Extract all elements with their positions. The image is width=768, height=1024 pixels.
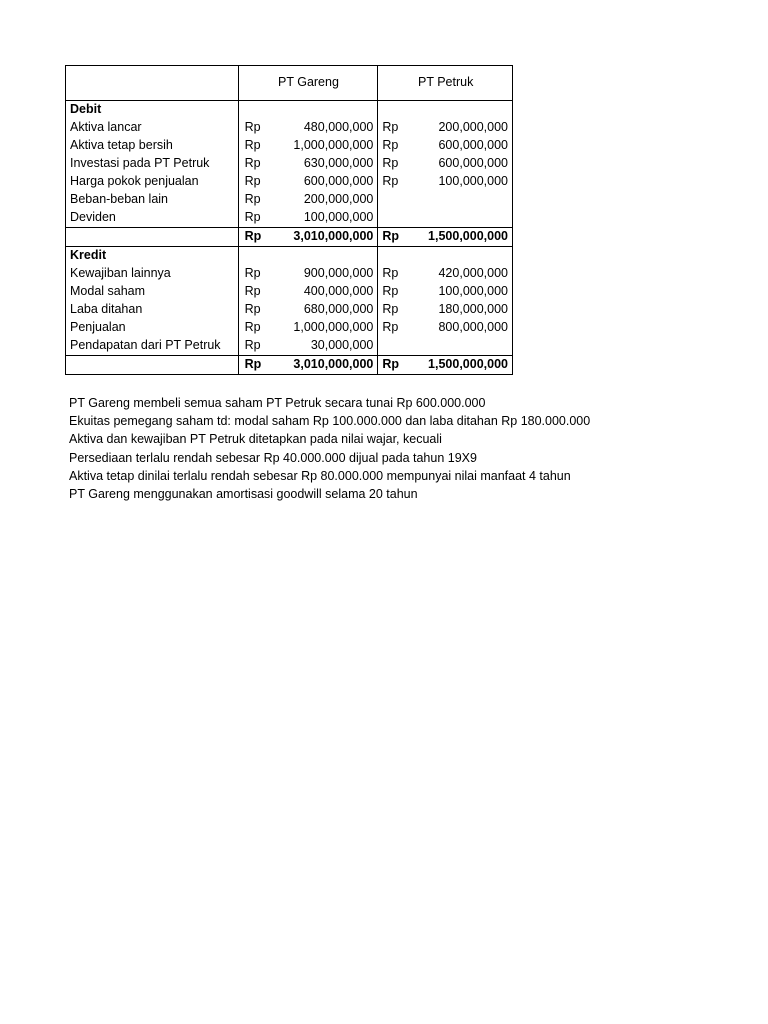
amount-gareng: 400,000,000: [273, 283, 378, 301]
note-line: PT Gareng membeli semua saham PT Petruk secara tunai Rp 600.000.000: [69, 396, 486, 410]
rp-cell: Rp: [244, 284, 261, 298]
total-row: [66, 228, 513, 247]
note-line: PT Gareng menggunakan amortisasi goodwill selama 20 tahun: [69, 487, 418, 502]
rp-cell: Rp: [244, 156, 261, 170]
rp-cell: Rp: [378, 356, 408, 375]
rp-cell: [238, 247, 273, 266]
row-label: Harga pokok penjualan: [66, 173, 239, 191]
rp-cell: Rp: [382, 174, 399, 188]
rp-cell: Rp: [244, 266, 261, 280]
amount-gareng: 630,000,000: [273, 155, 378, 173]
total-label-blank: [66, 228, 239, 247]
amount-gareng: 480,000,000: [273, 119, 378, 137]
rp-cell: Rp: [382, 156, 399, 170]
row-label: Penjualan: [66, 319, 239, 337]
table-body: [66, 101, 513, 375]
section-row: [66, 101, 513, 120]
amount-gareng: 600,000,000: [273, 173, 378, 191]
balance-sheet: [65, 65, 513, 375]
rp-cell: Rp: [244, 320, 261, 334]
table-row: [66, 265, 513, 283]
amount-petruk: [408, 209, 513, 228]
amount-petruk: 200,000,000: [408, 119, 513, 137]
amount-petruk: [408, 337, 513, 356]
rp-cell: [378, 191, 408, 209]
table-row: [66, 283, 513, 301]
table-row: [66, 301, 513, 319]
amount-gareng: 200,000,000: [273, 191, 378, 209]
amount-petruk: 420,000,000: [408, 265, 513, 283]
note-line: Ekuitas pemegang saham td: modal saham Rp 100.000.000 dan laba ditahan Rp 180.000.000: [69, 414, 591, 429]
amount-gareng: 1,000,000,000: [273, 137, 378, 155]
table-row: [66, 155, 513, 173]
rp-cell: Rp: [382, 320, 399, 334]
amount-cell: [408, 247, 513, 266]
amount-cell: [273, 101, 378, 120]
amount-cell: [408, 101, 513, 120]
table-row: [66, 137, 513, 155]
rp-cell: [378, 101, 408, 120]
note-line: Aktiva tetap dinilai terlalu rendah sebesar Rp 80.000.000 mempunyai nilai manfaat 4 tahun: [69, 468, 571, 483]
amount-petruk: [408, 191, 513, 209]
rp-cell: Rp: [244, 210, 261, 224]
total-petruk: 1,500,000,000: [408, 356, 513, 375]
row-label: Aktiva lancar: [66, 119, 239, 137]
row-label: Pendapatan dari PT Petruk: [66, 337, 239, 356]
amount-petruk: 600,000,000: [408, 137, 513, 155]
rp-cell: [238, 101, 273, 120]
notes: [69, 394, 590, 503]
rp-cell: Rp: [244, 192, 261, 206]
rp-cell: Rp: [238, 228, 273, 247]
row-label: Modal saham: [66, 283, 239, 301]
section-row: [66, 247, 513, 266]
rp-cell: Rp: [382, 302, 399, 316]
row-label: Deviden: [66, 209, 239, 228]
header-row: [66, 66, 513, 101]
total-gareng: 3,010,000,000: [273, 356, 378, 375]
rp-cell: Rp: [244, 338, 261, 352]
header-pt-gareng: PT Gareng: [238, 66, 378, 101]
header-pt-petruk: PT Petruk: [378, 66, 513, 101]
table-row: [66, 119, 513, 137]
amount-cell: [273, 247, 378, 266]
amount-gareng: 30,000,000: [273, 337, 378, 356]
amount-gareng: 900,000,000: [273, 265, 378, 283]
amount-petruk: 800,000,000: [408, 319, 513, 337]
row-label: Beban-beban lain: [66, 191, 239, 209]
rp-cell: Rp: [238, 356, 273, 375]
rp-cell: Rp: [378, 228, 408, 247]
rp-cell: Rp: [382, 120, 399, 134]
amount-gareng: 1,000,000,000: [273, 319, 378, 337]
note-line: Aktiva dan kewajiban PT Petruk ditetapkan pada nilai wajar, kecuali: [69, 432, 442, 447]
rp-cell: Rp: [382, 138, 399, 152]
row-label: Aktiva tetap bersih: [66, 137, 239, 155]
row-label: Kewajiban lainnya: [66, 265, 239, 283]
total-label-blank: [66, 356, 239, 375]
section-title: Debit: [66, 101, 239, 120]
total-row: [66, 356, 513, 375]
row-label: Investasi pada PT Petruk: [66, 155, 239, 173]
rp-cell: Rp: [244, 120, 261, 134]
header-blank: [66, 66, 239, 101]
rp-cell: Rp: [244, 302, 261, 316]
rp-cell: Rp: [244, 138, 261, 152]
trial-balance-table: [65, 65, 513, 375]
rp-cell: Rp: [382, 284, 399, 298]
section-title: Kredit: [66, 247, 239, 266]
rp-cell: [378, 247, 408, 266]
amount-gareng: 100,000,000: [273, 209, 378, 228]
amount-petruk: 180,000,000: [408, 301, 513, 319]
table-row: [66, 209, 513, 228]
amount-petruk: 100,000,000: [408, 283, 513, 301]
table-row: [66, 173, 513, 191]
total-gareng: 3,010,000,000: [273, 228, 378, 247]
amount-petruk: 600,000,000: [408, 155, 513, 173]
row-label: Laba ditahan: [66, 301, 239, 319]
rp-cell: Rp: [244, 174, 261, 188]
table-row: [66, 319, 513, 337]
table-row: [66, 191, 513, 209]
total-petruk: 1,500,000,000: [408, 228, 513, 247]
rp-cell: Rp: [382, 266, 399, 280]
rp-cell: [378, 337, 408, 356]
table-row: [66, 337, 513, 356]
amount-petruk: 100,000,000: [408, 173, 513, 191]
note-line: Persediaan terlalu rendah sebesar Rp 40.000.000 dijual pada tahun 19X9: [69, 450, 477, 465]
amount-gareng: 680,000,000: [273, 301, 378, 319]
rp-cell: [378, 209, 408, 228]
